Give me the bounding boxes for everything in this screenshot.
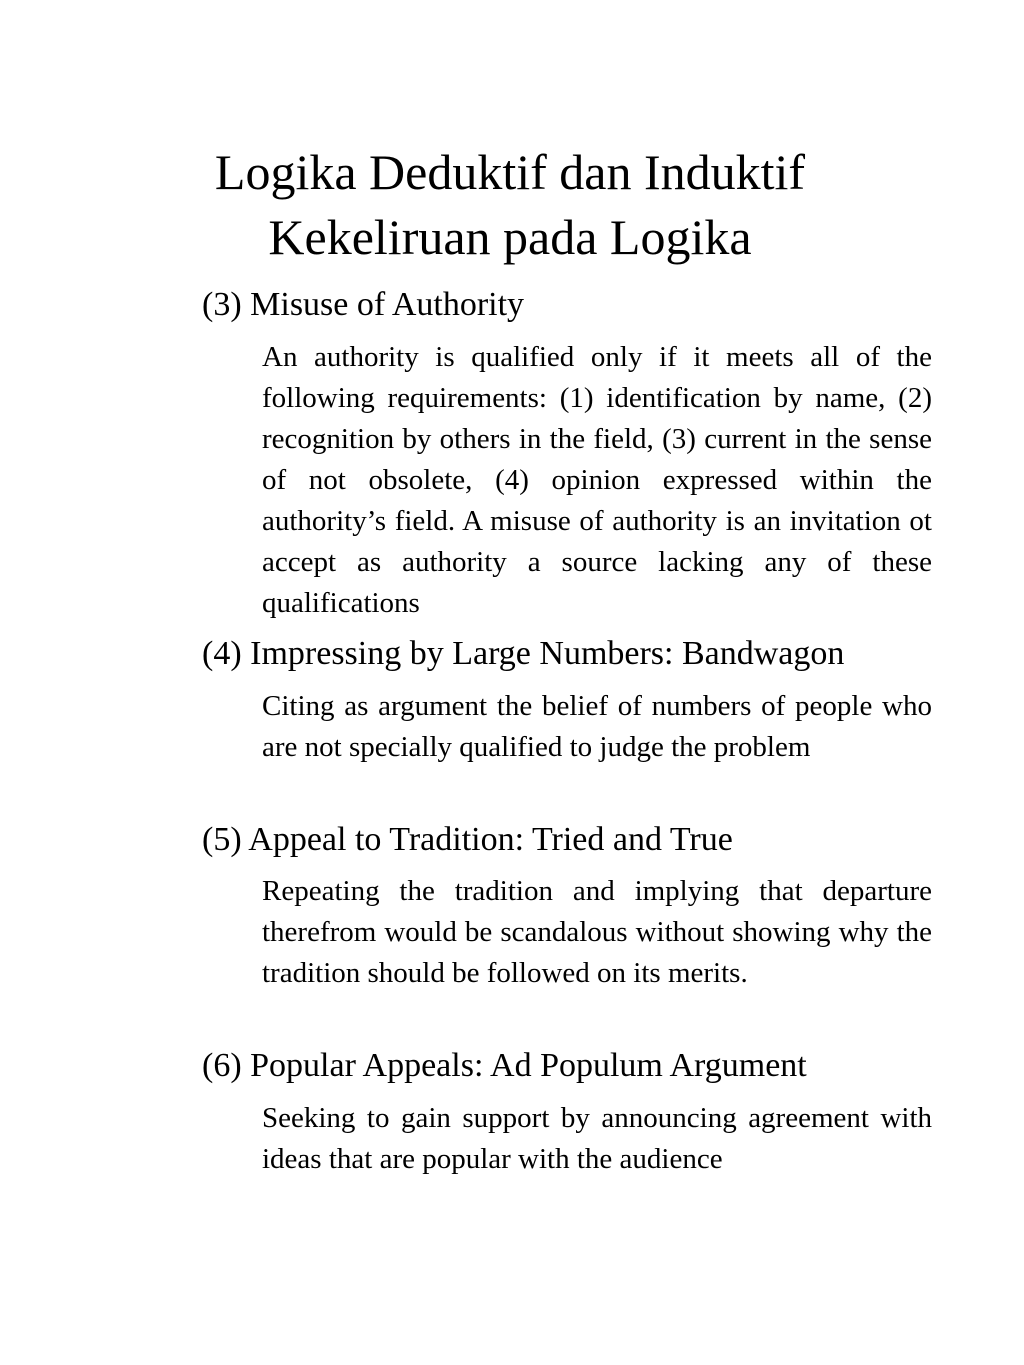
title-line-2: Kekeliruan pada Logika [268, 209, 752, 265]
item-6-heading: (6) Popular Appeals: Ad Populum Argument [202, 1047, 807, 1084]
slide-title [160, 140, 860, 270]
item-4-heading: (4) Impressing by Large Numbers: Bandwagon [202, 635, 845, 672]
item-4-body: Citing as argument the belief of numbers of people who are not specially qualified to judge the problem [262, 690, 932, 763]
item-3-heading: (3) Misuse of Authority [202, 286, 525, 323]
item-3-body: An authority is qualified only if it meets all of the following requirements: (1) identification by name, (2) recognition by others in the field, (3) current in the sense of not obsolete, (4) opinion expressed within the authority’s field. A misuse of authority is an invitation ot accept as authority a source lacking any of these qualifications [262, 341, 932, 619]
item-6-body: Seeking to gain support by announcing agreement with ideas that are popular with the audience [262, 1102, 932, 1175]
title-line-1: Logika Deduktif dan Induktif [214, 144, 806, 200]
item-5-body: Repeating the tradition and implying that departure therefrom would be scandalous without showing why the tradition should be followed on its merits. [262, 875, 932, 989]
item-5-heading: (5) Appeal to Tradition: Tried and True [202, 821, 733, 858]
